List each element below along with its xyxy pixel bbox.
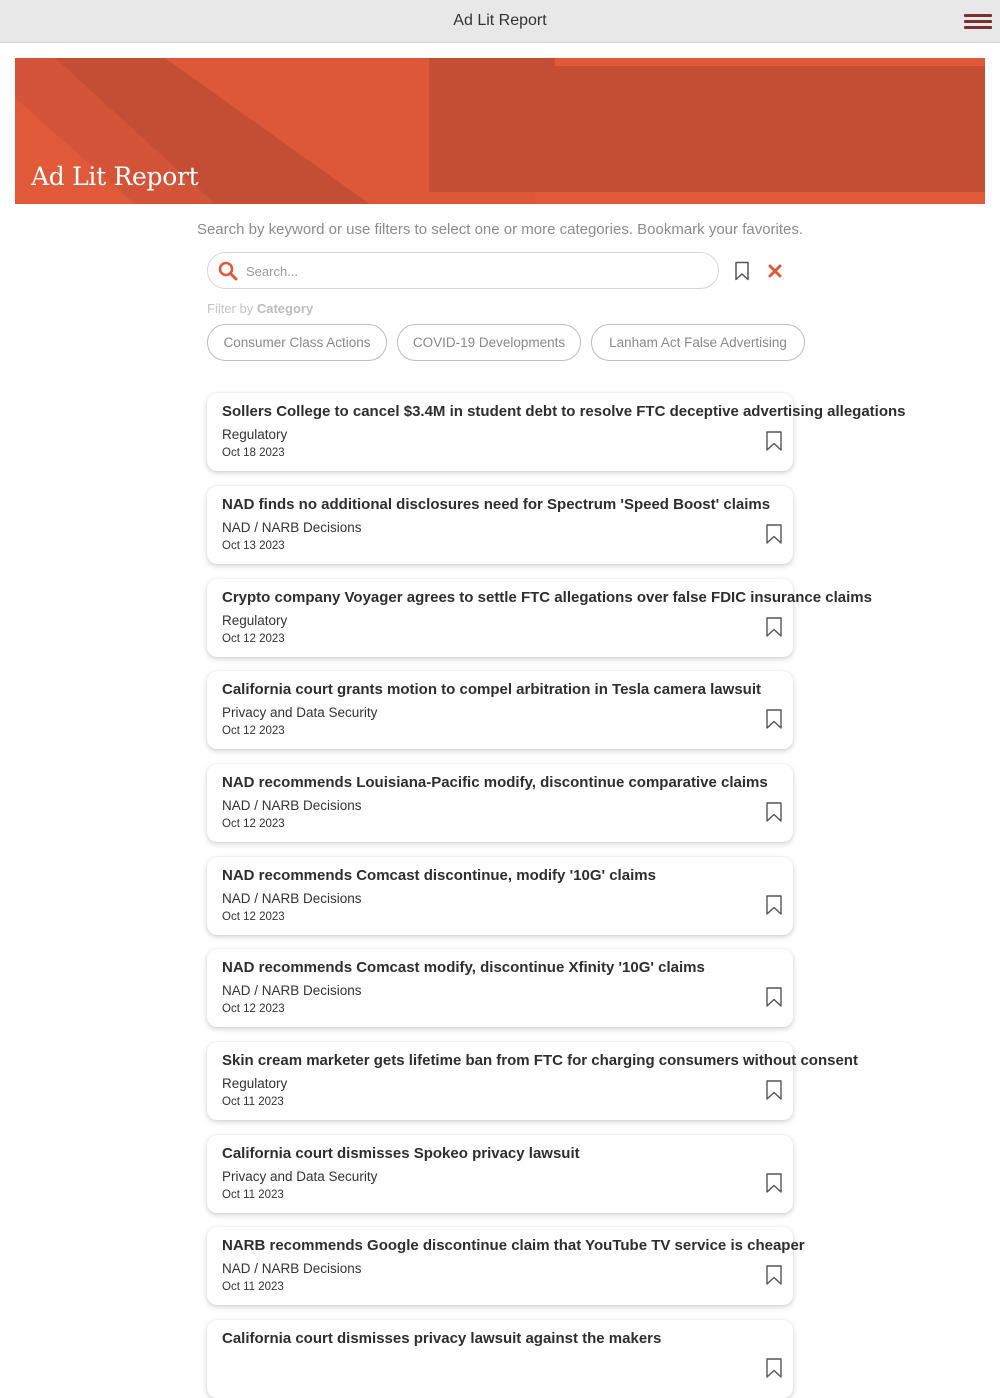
article-category: NAD / NARB Decisions	[222, 1261, 362, 1276]
article-card[interactable]	[207, 1320, 793, 1398]
article-date: Oct 13 2023	[222, 540, 285, 552]
bookmark-icon[interactable]	[765, 802, 783, 822]
app-title: Ad Lit Report	[453, 12, 547, 29]
article-category: Regulatory	[222, 1076, 288, 1091]
top-bar	[0, 0, 1000, 43]
bookmark-icon[interactable]	[765, 1265, 783, 1285]
article-date: Oct 11 2023	[222, 1096, 284, 1108]
article-card[interactable]	[207, 1227, 805, 1305]
bookmark-icon[interactable]	[765, 1173, 783, 1193]
article-category: Privacy and Data Security	[222, 1169, 378, 1184]
clear-search-icon[interactable]	[766, 262, 784, 280]
chip-consumer-class-actions[interactable]: Consumer Class Actions	[207, 324, 387, 361]
article-card[interactable]	[207, 579, 872, 657]
article-card[interactable]	[207, 764, 793, 842]
article-date: Oct 11 2023	[222, 1189, 284, 1201]
article-card[interactable]	[207, 393, 906, 471]
article-date: Oct 12 2023	[222, 818, 285, 830]
article-title: NARB recommends Google discontinue claim that YouTube TV service is cheaper	[222, 1237, 805, 1254]
article-title: NAD finds no additional disclosures need for Spectrum 'Speed Boost' claims	[222, 496, 771, 513]
article-title: NAD recommends Comcast modify, discontinue Xfinity '10G' claims	[222, 959, 705, 976]
search-box	[207, 252, 719, 289]
article-category: NAD / NARB Decisions	[222, 983, 362, 998]
article-date: Oct 12 2023	[222, 633, 285, 645]
article-title: California court dismisses privacy lawsuit against the makers	[222, 1330, 662, 1347]
article-title: Sollers College to cancel $3.4M in student debt to resolve FTC deceptive advertising allegations	[222, 403, 906, 420]
bookmark-icon[interactable]	[765, 524, 783, 544]
filter-prefix: Filter by	[207, 301, 254, 316]
bookmark-icon[interactable]	[765, 709, 783, 729]
article-title: California court dismisses Spokeo privacy lawsuit	[222, 1145, 580, 1162]
article-card[interactable]	[207, 857, 793, 935]
bookmark-icon[interactable]	[765, 1358, 783, 1378]
hamburger-menu-icon[interactable]	[964, 12, 992, 32]
bookmark-filter-icon[interactable]	[733, 261, 751, 281]
article-title: Skin cream marketer gets lifetime ban from FTC for charging consumers without consent	[222, 1052, 858, 1069]
article-date: Oct 12 2023	[222, 725, 285, 737]
article-date: Oct 12 2023	[222, 911, 285, 923]
filter-emphasis: Category	[256, 301, 314, 316]
banner-title: Ad Lit Report	[31, 162, 199, 191]
intro-text: Search by keyword or use filters to select one or more categories. Bookmark your favorites.	[196, 221, 804, 238]
article-date: Oct 11 2023	[222, 1281, 284, 1293]
chip-lanham-act-false-advertising[interactable]: Lanham Act False Advertising	[591, 324, 805, 361]
category-chips	[207, 324, 793, 362]
bookmark-icon[interactable]	[765, 895, 783, 915]
article-title: Crypto company Voyager agrees to settle FTC allegations over false FDIC insurance claims	[222, 589, 872, 606]
article-card[interactable]	[207, 949, 793, 1027]
search-input[interactable]	[246, 259, 706, 283]
chip-covid-19-developments[interactable]: COVID-19 Developments	[397, 324, 581, 361]
hero-banner	[15, 58, 985, 204]
article-category: Regulatory	[222, 427, 288, 442]
article-card[interactable]	[207, 1135, 793, 1213]
article-title: NAD recommends Louisiana-Pacific modify, discontinue comparative claims	[222, 774, 768, 791]
article-card[interactable]	[207, 671, 793, 749]
article-title: NAD recommends Comcast discontinue, modify '10G' claims	[222, 867, 656, 884]
article-card[interactable]	[207, 1042, 858, 1120]
bookmark-icon[interactable]	[765, 1080, 783, 1100]
bookmark-icon[interactable]	[765, 617, 783, 637]
article-date: Oct 12 2023	[222, 1003, 285, 1015]
article-title: California court grants motion to compel arbitration in Tesla camera lawsuit	[222, 681, 761, 698]
article-category: NAD / NARB Decisions	[222, 798, 362, 813]
article-date: Oct 18 2023	[222, 447, 285, 459]
bookmark-icon[interactable]	[765, 987, 783, 1007]
filter-label	[207, 301, 313, 316]
article-category: Regulatory	[222, 613, 288, 628]
search-icon	[218, 261, 238, 281]
article-category: Privacy and Data Security	[222, 705, 378, 720]
bookmark-icon[interactable]	[765, 431, 783, 451]
article-card[interactable]	[207, 486, 793, 564]
article-category: NAD / NARB Decisions	[222, 891, 362, 906]
article-category: NAD / NARB Decisions	[222, 520, 362, 535]
